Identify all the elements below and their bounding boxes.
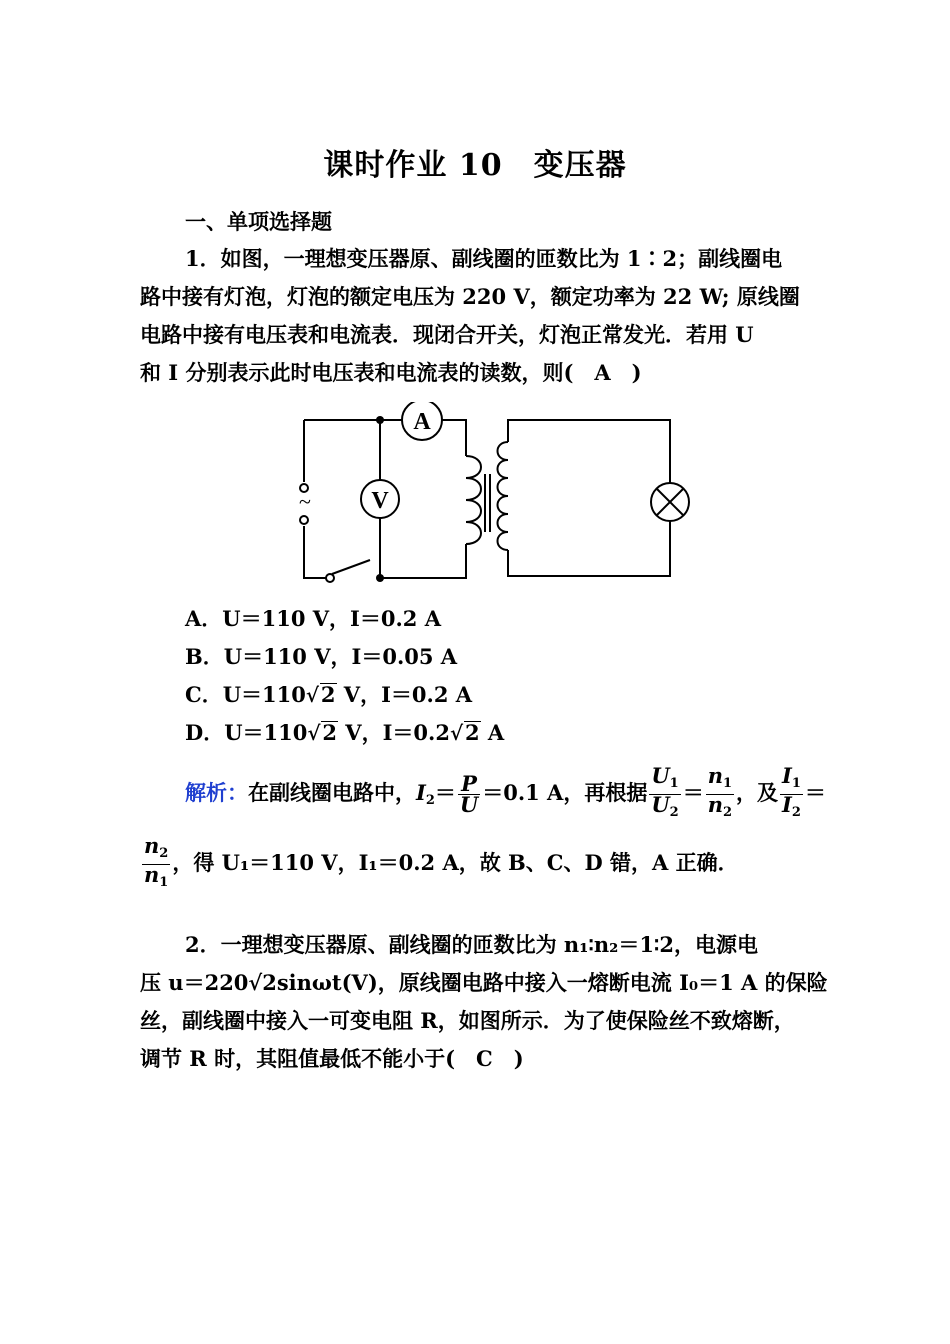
ammeter-label: A: [413, 409, 431, 435]
q2-line-4: 调节 R 时，其阻值最低不能小于( C ): [140, 1046, 524, 1071]
fraction: $\frac{n_2}{n_1}$: [144, 833, 169, 890]
q1-line-3: 电路中接有电压表和电流表．现闭合开关，灯泡正常发光．若用 U: [140, 322, 754, 347]
analysis-label: 解析：: [185, 780, 248, 805]
circuit-diagram: [290, 402, 700, 588]
q1-line-4: 和 I 分别表示此时电压表和电流表的读数，则( A ): [140, 360, 642, 385]
fraction: $\frac{P}{U}$: [459, 771, 479, 817]
fraction: $\frac{U_1}{U_2}$: [651, 763, 679, 820]
fraction: $\frac{I_1}{I_2}$: [782, 763, 801, 820]
voltmeter-label: V: [371, 488, 389, 514]
ac-source-symbol: ~: [299, 489, 311, 514]
fraction: $\frac{n_1}{n_2}$: [707, 763, 733, 820]
page-title: 课时作业 10 变压器: [323, 148, 627, 183]
q1-line-1: 1．如图，一理想变压器原、副线圈的匝数比为 1∶2；副线圈电: [185, 246, 783, 271]
option-d: D．U＝110 √ 2 V，I＝0.2 √ 2 A: [185, 718, 504, 748]
option-b: B．U＝110 V，I＝0.05 A: [185, 644, 458, 669]
analysis-line-1: 解析：在副线圈电路中，$I_2=$ $\frac{P}{U}$ ＝0.1 A，再根据 $\frac{U_1}{U_2}$ ＝ $\frac{n_1}{n_2}$ ，及 $\frac{I_1}{I_2}$ ＝: [185, 766, 826, 825]
analysis-line-2: $\frac{n_2}{n_1}$ ，得 U₁＝110 V，I₁＝0.2 A，故 B、C、D 错，A 正确．: [140, 836, 739, 893]
option-a: A．U＝110 V，I＝0.2 A: [185, 606, 442, 631]
q2-line-1: 2．一理想变压器原、副线圈的匝数比为 n₁∶n₂＝1∶2，电源电: [185, 932, 759, 957]
sqrt-sign: √ 2: [305, 682, 336, 707]
q2-line-3: 丝，副线圈中接入一可变电阻 R，如图所示．为了使保险丝不致熔断，: [140, 1008, 795, 1033]
section-heading: 一、单项选择题: [185, 209, 332, 234]
q1-line-2: 路中接有灯泡，灯泡的额定电压为 220 V，额定功率为 22 W; 原线圈: [140, 284, 800, 309]
option-c: C．U＝110 √ 2 V，I＝0.2 A: [185, 680, 472, 710]
q2-line-2: 压 u＝220√2sinωt(V)，原线圈电路中接入一熔断电流 I₀＝1 A 的保险: [140, 970, 828, 995]
sqrt-sign: √ 2: [449, 720, 480, 745]
sqrt-sign: √ 2: [307, 720, 337, 745]
